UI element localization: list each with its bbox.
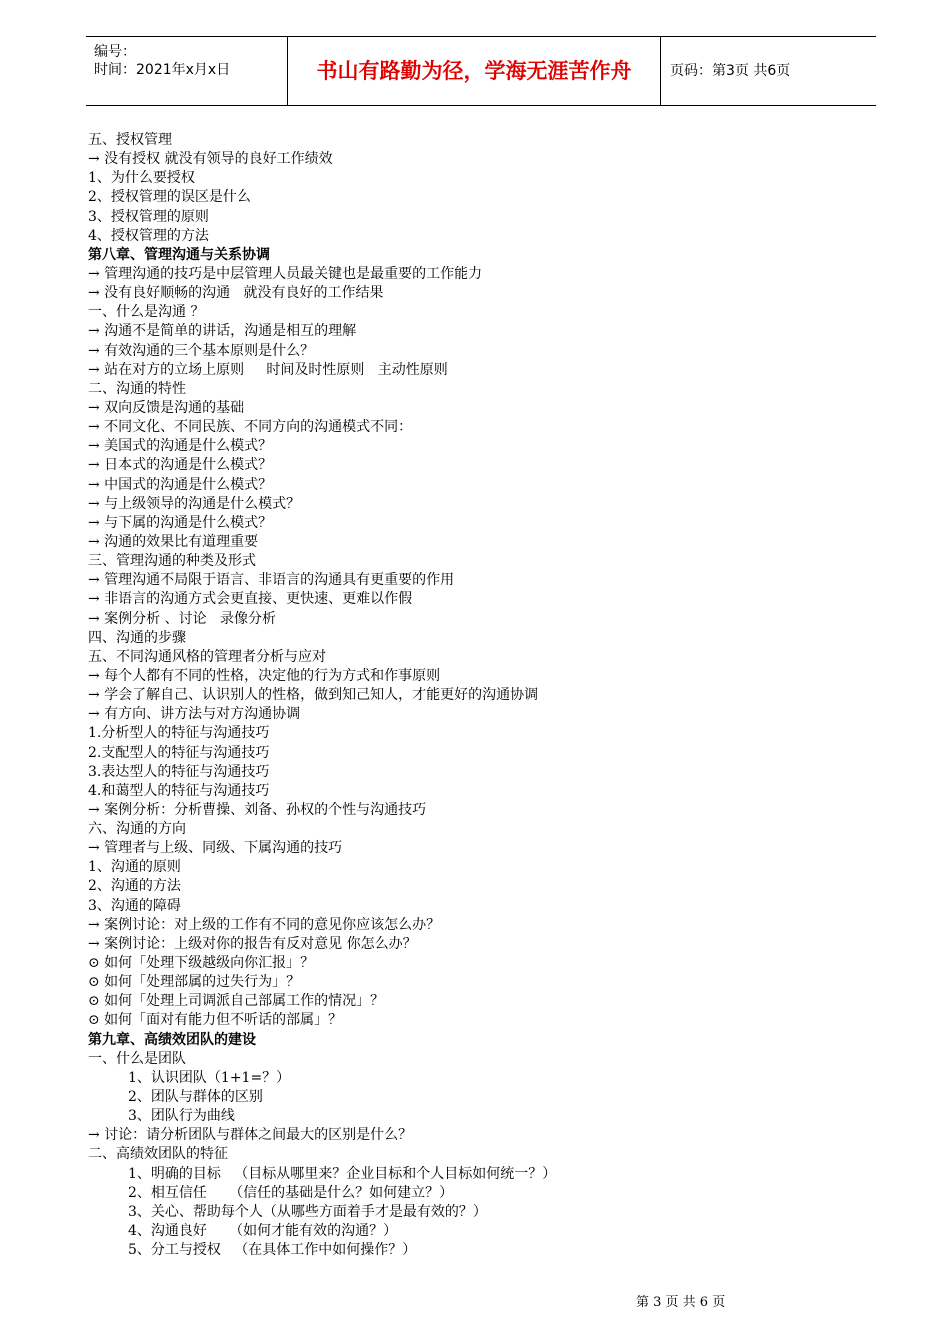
text-line: 4.和蔼型人的特征与沟通技巧: [88, 782, 270, 799]
text-line: → 中国式的沟通是什么模式？: [88, 476, 273, 493]
text-line: → 与下属的沟通是什么模式？: [88, 514, 273, 531]
text-line: 4、授权管理的方法: [88, 227, 209, 244]
text-line: 3.表达型人的特征与沟通技巧: [88, 763, 270, 780]
text-line: → 学会了解自己、认识别人的性格，做到知己知人，才能更好的沟通协调: [88, 687, 539, 704]
text-line: 5、分工与授权 （在具体工作中如何操作？）: [128, 1242, 417, 1259]
text-line: → 案例分析：分析曹操、刘备、孙权的个性与沟通技巧: [88, 801, 427, 818]
text-line: 二、高绩效团队的特征: [88, 1146, 228, 1163]
text-line: ⊙ 如何「处理上司调派自己部属工作的情况」？: [88, 993, 385, 1010]
text-line: → 讨论：请分析团队与群体之间最大的区别是什么？: [88, 1127, 413, 1144]
text-line: 3、团队行为曲线: [128, 1108, 235, 1125]
text-line: 3、授权管理的原则: [88, 208, 209, 225]
text-line: 一、什么是沟通 ？: [88, 304, 205, 321]
header-page-number: 页码：第3页 共6页: [670, 63, 791, 79]
text-line: 二、沟通的特性: [88, 380, 186, 397]
text-line: 4、沟通良好 （如何才能有效的沟通？）: [128, 1223, 398, 1240]
text-line: 2、授权管理的误区是什么: [88, 189, 251, 206]
text-line: 3、沟通的障碍: [88, 897, 181, 914]
doc-time: 时间：2021年x月x日: [94, 62, 231, 78]
doc-number: 编号：: [94, 44, 136, 60]
text-line: → 没有授权 就没有领导的良好工作绩效: [88, 151, 333, 168]
text-line: → 管理沟通的技巧是中层管理人员最关键也是最重要的工作能力: [88, 265, 483, 282]
header-motto: 书山有路勤为径，学海无涯苦作舟: [316, 59, 632, 83]
chapter-heading: 第八章、管理沟通与关系协调: [88, 246, 270, 263]
header-divider: [660, 37, 661, 105]
text-line: 1、为什么要授权: [88, 170, 195, 187]
text-line: 1、明确的目标 （目标从哪里来？企业目标和个人目标如何统一？）: [128, 1165, 557, 1182]
text-line: 2.支配型人的特征与沟通技巧: [88, 744, 270, 761]
text-line: 1、沟通的原则: [88, 859, 181, 876]
text-line: → 沟通不是简单的讲话，沟通是相互的理解: [88, 323, 357, 340]
text-line: → 与上级领导的沟通是什么模式？: [88, 495, 301, 512]
text-line: 1、认识团队（1+1=？）: [128, 1069, 291, 1086]
text-line: 2、沟通的方法: [88, 878, 181, 895]
text-line: → 每个人都有不同的性格，决定他的行为方式和作事原则: [88, 667, 441, 684]
text-line: → 有效沟通的三个基本原则是什么？: [88, 342, 315, 359]
header-meta: [86, 37, 286, 105]
text-line: → 日本式的沟通是什么模式？: [88, 457, 273, 474]
text-line: → 美国式的沟通是什么模式？: [88, 438, 273, 455]
text-line: 2、团队与群体的区别: [128, 1089, 263, 1106]
text-line: → 不同文化、不同民族、不同方向的沟通模式不同：: [88, 419, 413, 436]
text-line: ⊙ 如何「面对有能力但不听话的部属」？: [88, 1012, 343, 1029]
text-line: → 没有良好顺畅的沟通 就没有良好的工作结果: [88, 285, 384, 302]
text-line: ⊙ 如何「处理部属的过失行为」？: [88, 974, 301, 991]
text-line: → 案例讨论：对上级的工作有不同的意见你应该怎么办？: [88, 916, 441, 933]
text-line: 三、管理沟通的种类及形式: [88, 553, 256, 570]
text-line: → 案例分析 、讨论 录像分析: [88, 610, 276, 627]
text-line: → 案例讨论：上级对你的报告有反对意见 你怎么办？: [88, 935, 417, 952]
text-line: → 双向反馈是沟通的基础: [88, 399, 245, 416]
text-line: ⊙ 如何「处理下级越级向你汇报」？: [88, 955, 315, 972]
text-line: → 有方向、讲方法与对方沟通协调: [88, 706, 301, 723]
text-line: 四、沟通的步骤: [88, 629, 186, 646]
text-line: 2、相互信任 （信任的基础是什么？如何建立？）: [128, 1184, 454, 1201]
text-line: 五、不同沟通风格的管理者分析与应对: [88, 648, 326, 665]
chapter-heading: 第九章、高绩效团队的建设: [88, 1031, 256, 1048]
text-line: 一、什么是团队: [88, 1050, 186, 1067]
page-footer: 第 3 页 共 6 页: [636, 1295, 726, 1310]
text-line: 五、授权管理: [88, 132, 172, 148]
text-line: → 站在对方的立场上原则 时间及时性原则 主动性原则: [88, 361, 448, 378]
page-header: [86, 36, 876, 106]
document-body: [88, 131, 878, 1260]
text-line: → 管理沟通不局限于语言、非语言的沟通具有更重要的作用: [88, 572, 455, 589]
text-line: 3、关心、帮助每个人（从哪些方面着手才是最有效的？）: [128, 1203, 487, 1220]
text-line: → 管理者与上级、同级、下属沟通的技巧: [88, 840, 343, 857]
text-line: 六、沟通的方向: [88, 821, 186, 838]
text-line: 1.分析型人的特征与沟通技巧: [88, 725, 270, 742]
text-line: → 沟通的效果比有道理重要: [88, 533, 259, 550]
text-line: → 非语言的沟通方式会更直接、更快速、更难以作假: [88, 591, 413, 608]
